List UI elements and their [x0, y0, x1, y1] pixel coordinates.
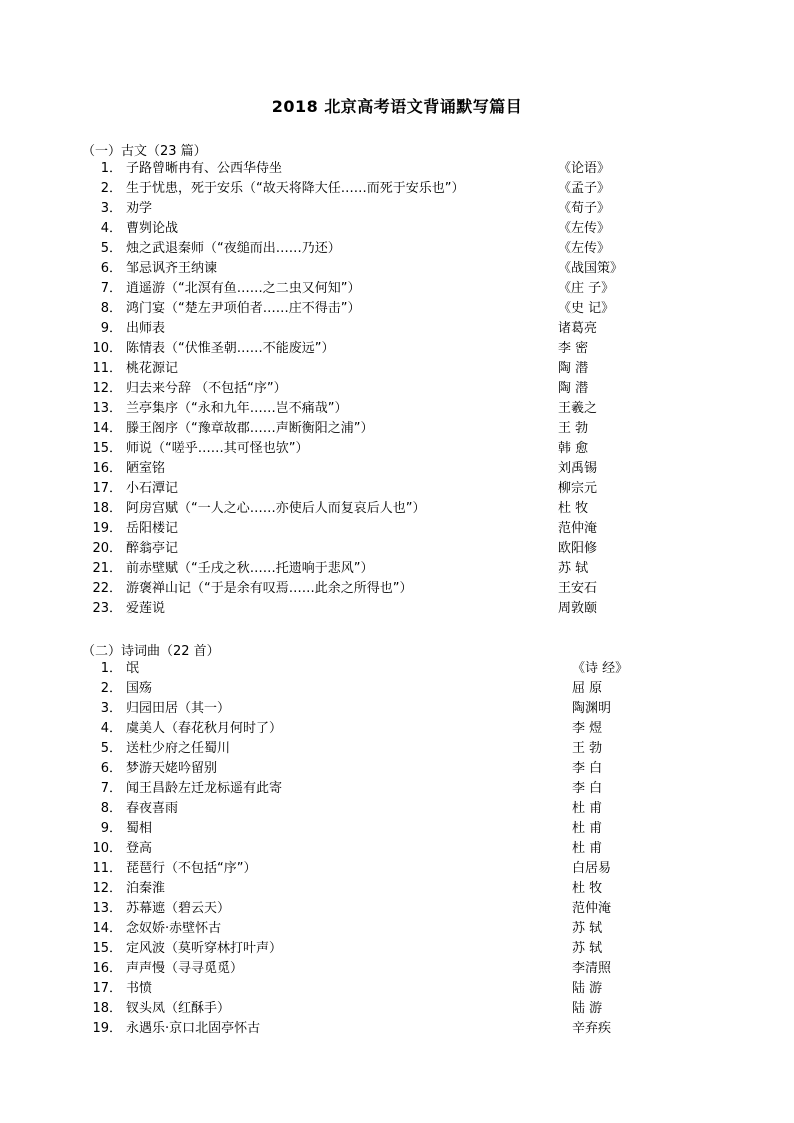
item-number: 14． [92, 921, 122, 936]
item-number: 20． [92, 541, 122, 556]
list-item [0, 859, 794, 879]
list-item [0, 239, 794, 259]
item-number: 8． [100, 301, 122, 316]
item-source: 白居易 [572, 861, 612, 876]
list-item [0, 199, 794, 219]
list-item [0, 739, 794, 759]
item-title: 琵琶行（不包括“序”） [126, 861, 257, 876]
item-title: 送杜少府之任蜀川 [126, 741, 231, 756]
item-source: 周敦颐 [558, 601, 598, 616]
item-title: 阿房宫赋（“一人之心……亦使后人而复哀后人也”） [126, 501, 426, 516]
list-item [0, 579, 794, 599]
item-title: 泊秦淮 [126, 881, 166, 896]
item-number: 4． [100, 221, 122, 236]
item-number: 15． [92, 941, 122, 956]
section-heading-poetry: （二）诗词曲（22 首） [82, 644, 220, 659]
list-item [0, 439, 794, 459]
item-source: 陆 游 [572, 981, 603, 996]
item-title: 烛之武退秦师（“夜缒而出……乃还） [126, 241, 341, 256]
item-title: 蜀相 [126, 821, 153, 836]
item-title: 声声慢（寻寻觅觅） [126, 961, 244, 976]
list-item [0, 919, 794, 939]
item-source: 杜 甫 [572, 821, 603, 836]
item-source: 杜 甫 [572, 841, 603, 856]
list-item [0, 839, 794, 859]
list-item [0, 699, 794, 719]
item-source: 李 白 [572, 781, 603, 796]
item-title: 钗头凤（红酥手） [126, 1001, 231, 1016]
item-title: 岳阳楼记 [126, 521, 179, 536]
item-source: 韩 愈 [558, 441, 589, 456]
list-item [0, 419, 794, 439]
item-title: 兰亭集序（“永和九年……岂不痛哉”） [126, 401, 348, 416]
item-number: 1． [100, 161, 122, 176]
item-number: 19． [92, 1021, 122, 1036]
item-title: 前赤壁赋（“壬戌之秋……托遗响于悲风”） [126, 561, 374, 576]
item-source: 《论语》 [558, 161, 611, 176]
item-source: 刘禹锡 [558, 461, 598, 476]
item-title: 归园田居（其一） [126, 701, 231, 716]
item-title: 闻王昌龄左迁龙标遥有此寄 [126, 781, 283, 796]
item-number: 12． [92, 381, 122, 396]
item-title: 游褒禅山记（“于是余有叹焉……此余之所得也”） [126, 581, 413, 596]
item-number: 3． [100, 701, 122, 716]
list-item [0, 999, 794, 1019]
list-item [0, 159, 794, 179]
item-title: 书愤 [126, 981, 153, 996]
item-number: 19． [92, 521, 122, 536]
item-number: 1． [100, 661, 122, 676]
item-title: 邹忌讽齐王纳谏 [126, 261, 218, 276]
item-number: 5． [100, 241, 122, 256]
list-item [0, 359, 794, 379]
item-number: 9． [100, 321, 122, 336]
list-item [0, 819, 794, 839]
item-source: 范仲淹 [558, 521, 598, 536]
list-item [0, 959, 794, 979]
item-title: 归去来兮辞 （不包括“序”） [126, 381, 287, 396]
item-source: 王 勃 [572, 741, 603, 756]
item-source: 诸葛亮 [558, 321, 598, 336]
item-title: 曹刿论战 [126, 221, 179, 236]
item-source: 杜 牧 [558, 501, 589, 516]
item-number: 12． [92, 881, 122, 896]
list-item [0, 879, 794, 899]
item-source: 杜 牧 [572, 881, 603, 896]
list-item [0, 559, 794, 579]
item-title: 滕王阁序（“豫章故郡……声断衡阳之浦”） [126, 421, 374, 436]
list-item [0, 299, 794, 319]
item-title: 定风波（莫听穿林打叶声） [126, 941, 283, 956]
item-number: 21． [92, 561, 122, 576]
item-source: 陆 游 [572, 1001, 603, 1016]
list-item [0, 319, 794, 339]
item-title: 生于忧患，死于安乐（“故天将降大任……而死于安乐也”） [126, 181, 465, 196]
item-title: 念奴娇·赤壁怀古 [126, 921, 222, 936]
item-title: 陋室铭 [126, 461, 166, 476]
item-source: 李 白 [572, 761, 603, 776]
item-number: 2． [100, 681, 122, 696]
item-number: 7． [100, 281, 122, 296]
item-source: 李 煜 [572, 721, 603, 736]
item-number: 8． [100, 801, 122, 816]
list-item [0, 1019, 794, 1039]
item-title: 桃花源记 [126, 361, 179, 376]
list-item [0, 939, 794, 959]
item-title: 苏幕遮（碧云天） [126, 901, 231, 916]
list-item [0, 719, 794, 739]
item-source: 《庄 子》 [558, 281, 615, 296]
item-number: 9． [100, 821, 122, 836]
item-source: 《诗 经》 [572, 661, 629, 676]
item-number: 5． [100, 741, 122, 756]
item-source: 《左传》 [558, 241, 611, 256]
section-heading-prose: （一）古文（23 篇） [82, 144, 207, 159]
item-title: 醉翁亭记 [126, 541, 179, 556]
item-source: 辛弃疾 [572, 1021, 612, 1036]
list-item [0, 499, 794, 519]
item-source: 苏 轼 [558, 561, 589, 576]
item-source: 《左传》 [558, 221, 611, 236]
item-title: 鸿门宴（“楚左尹项伯者……庄不得击”） [126, 301, 361, 316]
list-item [0, 979, 794, 999]
item-title: 春夜喜雨 [126, 801, 179, 816]
item-source: 柳宗元 [558, 481, 598, 496]
item-title: 劝学 [126, 201, 153, 216]
item-number: 18． [92, 501, 122, 516]
item-number: 10． [92, 841, 122, 856]
item-number: 4． [100, 721, 122, 736]
item-number: 17． [92, 981, 122, 996]
list-item [0, 459, 794, 479]
item-title: 陈情表（“伏惟圣朝……不能废远”） [126, 341, 335, 356]
item-title: 逍遥游（“北溟有鱼……之二虫又何知”） [126, 281, 361, 296]
item-source: 欧阳修 [558, 541, 598, 556]
list-item [0, 599, 794, 619]
list-item [0, 779, 794, 799]
list-item [0, 259, 794, 279]
item-source: 范仲淹 [572, 901, 612, 916]
item-title: 师说（“嗟乎……其可怪也欤”） [126, 441, 309, 456]
item-title: 爱莲说 [126, 601, 166, 616]
item-source: 陶 潜 [558, 381, 589, 396]
page-title: 2018 北京高考语文背诵默写篇目 [271, 97, 523, 116]
item-number: 13． [92, 401, 122, 416]
item-number: 3． [100, 201, 122, 216]
list-item [0, 379, 794, 399]
item-number: 6． [100, 761, 122, 776]
item-number: 11． [92, 361, 122, 376]
list-item [0, 539, 794, 559]
item-source: 王 勃 [558, 421, 589, 436]
item-number: 14． [92, 421, 122, 436]
item-source: 《荀子》 [558, 201, 611, 216]
item-number: 7． [100, 781, 122, 796]
item-title: 出师表 [126, 321, 166, 336]
item-number: 13． [92, 901, 122, 916]
item-title: 氓 [126, 661, 140, 676]
list-item [0, 899, 794, 919]
item-number: 10． [92, 341, 122, 356]
item-number: 22． [92, 581, 122, 596]
item-number: 16． [92, 961, 122, 976]
item-number: 15． [92, 441, 122, 456]
item-number: 17． [92, 481, 122, 496]
item-number: 23． [92, 601, 122, 616]
list-item [0, 219, 794, 239]
item-title: 永遇乐·京口北固亭怀古 [126, 1021, 261, 1036]
item-title: 梦游天姥吟留别 [126, 761, 218, 776]
item-source: 苏 轼 [572, 921, 603, 936]
item-source: 李 密 [558, 341, 589, 356]
list-item [0, 799, 794, 819]
item-title: 登高 [126, 841, 153, 856]
item-number: 16． [92, 461, 122, 476]
item-source: 屈 原 [572, 681, 603, 696]
item-number: 11． [92, 861, 122, 876]
item-source: 《史 记》 [558, 301, 615, 316]
list-item [0, 399, 794, 419]
list-item [0, 479, 794, 499]
item-number: 6． [100, 261, 122, 276]
item-source: 王安石 [558, 581, 598, 596]
item-source: 陶 潜 [558, 361, 589, 376]
item-title: 国殇 [126, 681, 153, 696]
item-title: 虞美人（春花秋月何时了） [126, 721, 283, 736]
list-item [0, 279, 794, 299]
list-item [0, 339, 794, 359]
item-source: 李清照 [572, 961, 612, 976]
item-title: 子路曾晰冉有、公西华侍坐 [126, 161, 283, 176]
item-source: 杜 甫 [572, 801, 603, 816]
list-item [0, 519, 794, 539]
item-source: 苏 轼 [572, 941, 603, 956]
item-source: 《孟子》 [558, 181, 611, 196]
item-source: 《战国策》 [558, 261, 624, 276]
list-item [0, 759, 794, 779]
item-number: 18． [92, 1001, 122, 1016]
list-item [0, 679, 794, 699]
list-item [0, 659, 794, 679]
item-source: 陶渊明 [572, 701, 612, 716]
item-number: 2． [100, 181, 122, 196]
item-title: 小石潭记 [126, 481, 179, 496]
list-item [0, 179, 794, 199]
item-source: 王羲之 [558, 401, 598, 416]
